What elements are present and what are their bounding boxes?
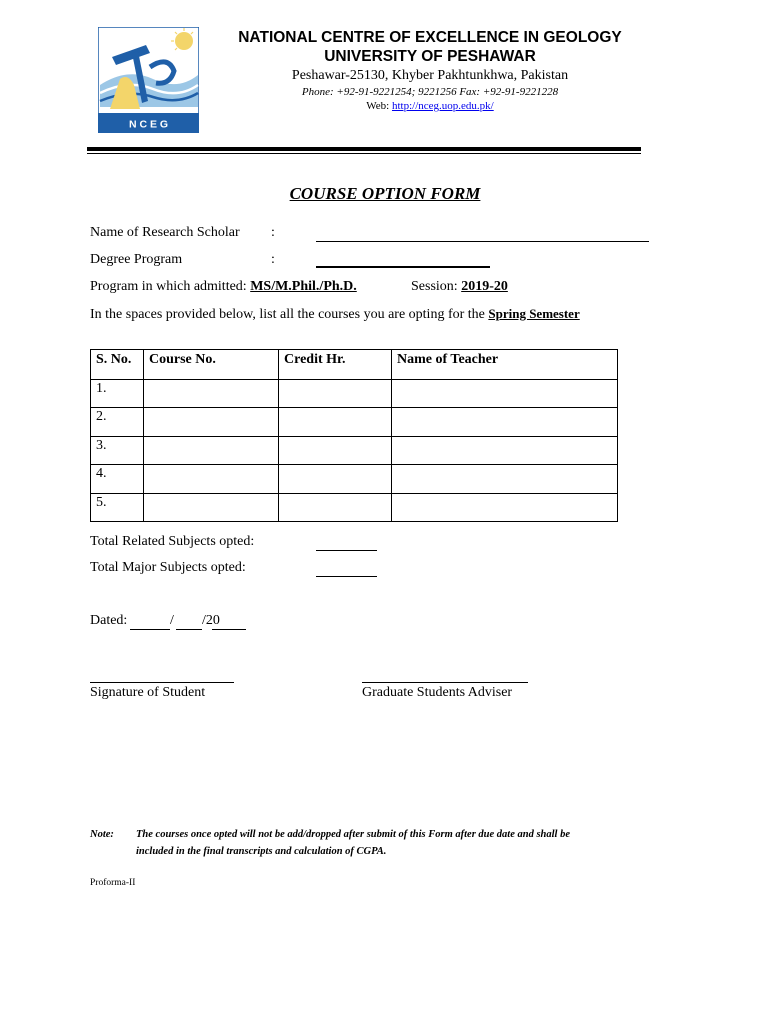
web-label: Web: xyxy=(366,100,392,112)
total-major-label: Total Major Subjects opted: xyxy=(90,560,246,575)
teacher-cell[interactable] xyxy=(392,465,618,494)
program-admitted-line xyxy=(90,279,357,295)
row-number: 3. xyxy=(91,436,144,465)
colon: : xyxy=(271,225,275,240)
teacher-cell[interactable] xyxy=(392,436,618,465)
instruction-text: In the spaces provided below, list all the courses you are opting for the xyxy=(90,307,489,322)
header-teacher: Name of Teacher xyxy=(392,350,618,380)
course-no-cell[interactable] xyxy=(144,465,279,494)
header-rule-thick xyxy=(87,147,641,151)
note-line-1: The courses once opted will not be add/dropped after submit of this Form after due date and shall be xyxy=(136,829,571,840)
research-scholar-label: Name of Research Scholar xyxy=(90,225,240,240)
row-number: 1. xyxy=(91,379,144,408)
teacher-cell[interactable] xyxy=(392,493,618,522)
credit-hr-cell[interactable] xyxy=(279,379,392,408)
address: Peshawar-25130, Khyber Pakhtunkhwa, Pakistan xyxy=(291,68,569,83)
form-title: COURSE OPTION FORM xyxy=(289,184,481,203)
note-label: Note: xyxy=(90,829,114,840)
dated-year-field[interactable] xyxy=(212,629,246,630)
dated-separator: / xyxy=(170,613,174,628)
row-number: 5. xyxy=(91,493,144,522)
proforma-label: Proforma-II xyxy=(90,878,136,888)
total-related-field[interactable] xyxy=(316,550,377,551)
dated-year-prefix: /20 xyxy=(202,613,220,628)
header-course-no: Course No. xyxy=(144,350,279,380)
table-row xyxy=(91,465,618,494)
session-label: Session: xyxy=(411,279,462,294)
total-related-label: Total Related Subjects opted: xyxy=(90,534,255,549)
course-no-cell[interactable] xyxy=(144,493,279,522)
institution-name: NATIONAL CENTRE OF EXCELLENCE IN GEOLOGY xyxy=(238,29,622,46)
credit-hr-cell[interactable] xyxy=(279,408,392,437)
adviser-signature-line[interactable] xyxy=(362,682,528,683)
program-admitted-label: Program in which admitted: xyxy=(90,279,251,294)
row-number: 4. xyxy=(91,465,144,494)
session-value: 2019-20 xyxy=(461,279,508,294)
student-signature-line[interactable] xyxy=(90,682,234,683)
table-row xyxy=(91,408,618,437)
course-no-cell[interactable] xyxy=(144,408,279,437)
course-no-cell[interactable] xyxy=(144,379,279,408)
credit-hr-cell[interactable] xyxy=(279,465,392,494)
website-line xyxy=(200,100,660,112)
note-line-2: included in the final transcripts and calculation of CGPA. xyxy=(136,846,387,857)
table-row xyxy=(91,493,618,522)
row-number: 2. xyxy=(91,408,144,437)
degree-program-label: Degree Program xyxy=(90,252,183,267)
header-rule-thin xyxy=(87,153,641,154)
credit-hr-cell[interactable] xyxy=(279,493,392,522)
course-table xyxy=(90,349,618,522)
table-row xyxy=(91,436,618,465)
student-signature-label: Signature of Student xyxy=(90,685,206,700)
instruction-semester: Spring Semester xyxy=(488,306,580,321)
logo-text: N C E G xyxy=(128,118,169,131)
credit-hr-cell[interactable] xyxy=(279,436,392,465)
research-scholar-field[interactable] xyxy=(316,226,649,242)
header-sno: S. No. xyxy=(91,350,144,380)
session-line xyxy=(411,279,508,295)
total-major-field[interactable] xyxy=(316,576,377,577)
table-header-row xyxy=(91,350,618,380)
phone-fax: Phone: +92-91-9221254; 9221256 Fax: +92-91-9221228 xyxy=(301,86,559,98)
program-admitted-value: MS/M.Phil./Ph.D. xyxy=(250,279,357,294)
course-no-cell[interactable] xyxy=(144,436,279,465)
colon: : xyxy=(271,252,275,267)
website-link[interactable]: http://nceg.uop.edu.pk/ xyxy=(391,100,494,112)
table-row xyxy=(91,379,618,408)
dated-day-field[interactable] xyxy=(130,629,170,630)
teacher-cell[interactable] xyxy=(392,379,618,408)
teacher-cell[interactable] xyxy=(392,408,618,437)
adviser-signature-label: Graduate Students Adviser xyxy=(362,685,513,700)
university-name: UNIVERSITY OF PESHAWAR xyxy=(324,48,536,65)
instruction-line xyxy=(90,306,580,323)
dated-label: Dated: xyxy=(90,613,128,628)
dated-month-field[interactable] xyxy=(176,629,202,630)
degree-program-field[interactable] xyxy=(316,266,490,268)
header-credit-hr: Credit Hr. xyxy=(279,350,392,380)
nceg-logo xyxy=(98,27,199,133)
